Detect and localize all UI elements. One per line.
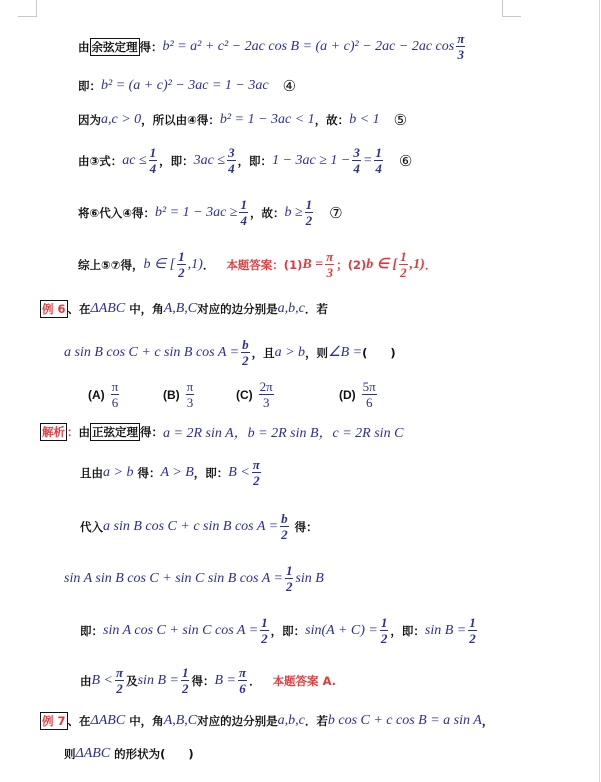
text: 因为 bbox=[78, 113, 101, 127]
answer-label: 本题答案：(1) bbox=[226, 257, 303, 272]
text: 得： bbox=[191, 673, 215, 688]
fraction: $\frac{1}{2}$ bbox=[181, 665, 189, 696]
example-label: 例 6 bbox=[42, 302, 66, 316]
math-expression: 1 − 3ac ≥ 1 − bbox=[272, 152, 351, 168]
text: 中，角 bbox=[129, 302, 164, 316]
text: ，则 bbox=[305, 345, 329, 360]
fraction: $\frac{1}{2}$ bbox=[469, 615, 476, 646]
option-label: (B) bbox=[163, 387, 180, 402]
text: ，所以由④得： bbox=[141, 113, 220, 127]
text: 由 bbox=[78, 39, 90, 54]
solution-6-line-1 bbox=[40, 422, 403, 442]
equation-marker: ⑦ bbox=[329, 203, 343, 222]
option-a[interactable] bbox=[88, 380, 121, 409]
text: ． bbox=[249, 673, 261, 688]
answer-blank: 的形状为( ) bbox=[114, 747, 194, 761]
text: 即： bbox=[78, 79, 101, 93]
option-b[interactable] bbox=[163, 380, 196, 409]
math-expression: 3ac ≤ bbox=[193, 152, 226, 168]
text: 且由 bbox=[80, 465, 103, 480]
math-expression: ΔABC bbox=[75, 746, 111, 761]
math-expression: ∠B = bbox=[328, 345, 363, 360]
math-expression: B < bbox=[228, 464, 250, 480]
math-expression: a,b,c bbox=[277, 713, 305, 728]
fraction: $\frac{2\pi}{3}$ bbox=[259, 379, 273, 410]
fraction: $\frac{\pi}{6}$ bbox=[111, 379, 119, 410]
math-expression: A,B,C bbox=[163, 301, 198, 316]
fraction: $\frac{\pi}{3}$ bbox=[326, 249, 334, 280]
text: ；(2) bbox=[336, 257, 367, 272]
fraction: $\frac{1}{2}$ bbox=[400, 249, 407, 280]
text: ，故： bbox=[314, 113, 350, 127]
math-expression: b ∈ [ bbox=[143, 257, 176, 272]
math-expression: a > b bbox=[103, 464, 134, 480]
text: ． bbox=[202, 257, 215, 272]
math-expression: = bbox=[362, 152, 373, 168]
boxed-term: 余弦定理 bbox=[91, 39, 138, 54]
text: 、在 bbox=[67, 714, 91, 728]
text: ，即： bbox=[270, 623, 306, 638]
math-expression: b² = a² + c² − 2ac cos B = (a + c)² − 2ac − 2ac cos bbox=[162, 38, 455, 54]
math-expression: b < 1 bbox=[349, 112, 380, 127]
solution-label: 解析 bbox=[42, 425, 65, 439]
text: 得： bbox=[294, 519, 318, 534]
math-expression: sin A cos C + sin C cos A = bbox=[103, 622, 259, 638]
fraction: $\frac{\pi}{3}$ bbox=[457, 31, 465, 62]
solution-6-line-5 bbox=[80, 616, 479, 645]
math-expression: ΔABC bbox=[90, 713, 126, 728]
text: 对应的边分别是 bbox=[197, 302, 278, 316]
text: ，即： bbox=[237, 153, 273, 168]
math-expression: a = 2R sin A，b = 2R sin B，c = 2R sin C bbox=[163, 426, 404, 441]
fraction: $\frac{5\pi}{6}$ bbox=[362, 379, 376, 410]
option-label: (C) bbox=[236, 387, 253, 402]
math-expression: b cos C + c cos B = a sin A bbox=[327, 713, 482, 728]
equation-6-line bbox=[78, 146, 412, 175]
math-expression: B < bbox=[91, 672, 113, 688]
fraction: $\frac{\pi}{2}$ bbox=[252, 457, 260, 488]
math-expression: b² = 1 − 3ac ≥ bbox=[154, 204, 238, 220]
math-expression: b² = (a + c)² − 3ac = 1 − 3ac bbox=[101, 78, 269, 93]
boxed-term: 正弦定理 bbox=[92, 425, 138, 439]
solution-6-line-3 bbox=[80, 512, 318, 541]
math-expression: A > B bbox=[160, 464, 194, 480]
math-expression: a,b,c bbox=[277, 301, 305, 316]
text: ，即： bbox=[159, 153, 194, 168]
example-label: 例 7 bbox=[42, 714, 66, 728]
option-c[interactable] bbox=[236, 380, 276, 409]
page-corner-mark-right bbox=[502, 0, 521, 17]
math-expression: sin B bbox=[295, 570, 324, 586]
math-expression: ,1) bbox=[187, 256, 203, 272]
solution-6-line-6 bbox=[80, 666, 336, 695]
option-label: (A) bbox=[88, 387, 105, 402]
fraction: $\frac{1}{2}$ bbox=[380, 615, 388, 646]
fraction: $\frac{1}{2}$ bbox=[178, 249, 185, 280]
fraction: $\frac{1}{2}$ bbox=[261, 615, 268, 646]
math-expression: a,c > 0 bbox=[101, 112, 142, 127]
math-expression: b² = 1 − 3ac < 1 bbox=[219, 112, 315, 127]
text: 及 bbox=[126, 673, 138, 688]
conclusion-line bbox=[78, 250, 436, 279]
page-corner-mark-left bbox=[18, 0, 37, 17]
text: 中，角 bbox=[129, 714, 164, 728]
math-expression: sin(A + C) = bbox=[305, 622, 378, 638]
solution-6-line-2 bbox=[80, 458, 263, 487]
example-7-stem bbox=[40, 712, 493, 730]
text: 综上⑤⑦得， bbox=[78, 257, 144, 272]
answer-blank: ( ) bbox=[362, 345, 396, 360]
answer-math: ,1) bbox=[409, 256, 425, 272]
fraction: $\frac{b}{2}$ bbox=[281, 511, 288, 542]
text: ，且 bbox=[251, 345, 275, 360]
math-expression: sin A sin B cos C + sin C sin B cos A = bbox=[64, 570, 283, 586]
fraction: $\frac{\pi}{6}$ bbox=[238, 665, 247, 696]
text: 即： bbox=[80, 623, 103, 638]
equation-7-line bbox=[78, 198, 343, 227]
page-edge bbox=[599, 0, 600, 782]
fraction: $\frac{3}{4}$ bbox=[228, 145, 235, 176]
math-expression: ΔABC bbox=[90, 301, 126, 316]
fraction: $\frac{1}{4}$ bbox=[149, 145, 157, 176]
equation-marker: ④ bbox=[282, 77, 297, 95]
math-expression: sin B = bbox=[424, 622, 467, 638]
example-6-stem bbox=[40, 300, 328, 318]
cosine-law-line bbox=[78, 32, 467, 61]
fraction: $\frac{1}{4}$ bbox=[240, 197, 247, 228]
math-expression: A,B,C bbox=[163, 713, 198, 728]
text: 得： bbox=[139, 39, 163, 54]
math-expression: b ≥ bbox=[284, 204, 303, 220]
example-7-question bbox=[64, 746, 194, 762]
fraction: $\frac{\pi}{2}$ bbox=[116, 665, 124, 696]
text: 由 bbox=[80, 673, 92, 688]
text: 将⑥代入④得： bbox=[78, 205, 155, 220]
answer-label: 本题答案 A. bbox=[272, 673, 337, 688]
math-expression: a sin B cos C + c sin B cos A = bbox=[103, 518, 279, 534]
answer-math: B = bbox=[302, 256, 324, 272]
math-expression: a sin B cos C + c sin B cos A = bbox=[64, 344, 240, 360]
text: 则 bbox=[64, 747, 76, 761]
option-d[interactable] bbox=[339, 380, 379, 409]
fraction: $\frac{1}{4}$ bbox=[375, 145, 382, 176]
math-expression: ac ≤ bbox=[122, 152, 147, 168]
answer-math: b ∈ [ bbox=[366, 257, 398, 272]
text: 得： bbox=[137, 465, 161, 480]
text: 对应的边分别是 bbox=[197, 714, 278, 728]
text: ．若 bbox=[304, 714, 328, 728]
fraction: $\frac{3}{4}$ bbox=[353, 145, 360, 176]
math-expression: B = bbox=[214, 672, 236, 688]
text: 得： bbox=[140, 425, 163, 439]
equation-marker: ⑤ bbox=[393, 111, 408, 129]
text: ． bbox=[424, 257, 437, 272]
equation-5-line bbox=[78, 111, 407, 129]
math-expression: sin B = bbox=[137, 672, 179, 688]
text: ，即： bbox=[193, 465, 229, 480]
equation-4-line bbox=[78, 77, 296, 95]
text: ， bbox=[481, 714, 494, 728]
fraction: $\frac{1}{2}$ bbox=[305, 197, 313, 228]
text: 由 bbox=[78, 425, 90, 439]
fraction: $\frac{\pi}{3}$ bbox=[186, 379, 194, 410]
fraction: $\frac{1}{2}$ bbox=[285, 563, 293, 594]
example-6-condition bbox=[64, 338, 396, 367]
option-label: (D) bbox=[339, 387, 356, 402]
text: ，故： bbox=[249, 205, 285, 220]
equation-marker: ⑥ bbox=[398, 151, 413, 170]
text: ： bbox=[67, 425, 79, 439]
text: ，即： bbox=[390, 623, 425, 638]
text: 由③式： bbox=[78, 153, 123, 168]
math-expression: a > b bbox=[274, 344, 306, 360]
text: 、在 bbox=[67, 302, 91, 316]
solution-6-line-4 bbox=[64, 564, 324, 593]
text: 代入 bbox=[80, 519, 103, 534]
fraction: $\frac{b}{2}$ bbox=[242, 337, 249, 368]
text: ．若 bbox=[304, 302, 328, 316]
